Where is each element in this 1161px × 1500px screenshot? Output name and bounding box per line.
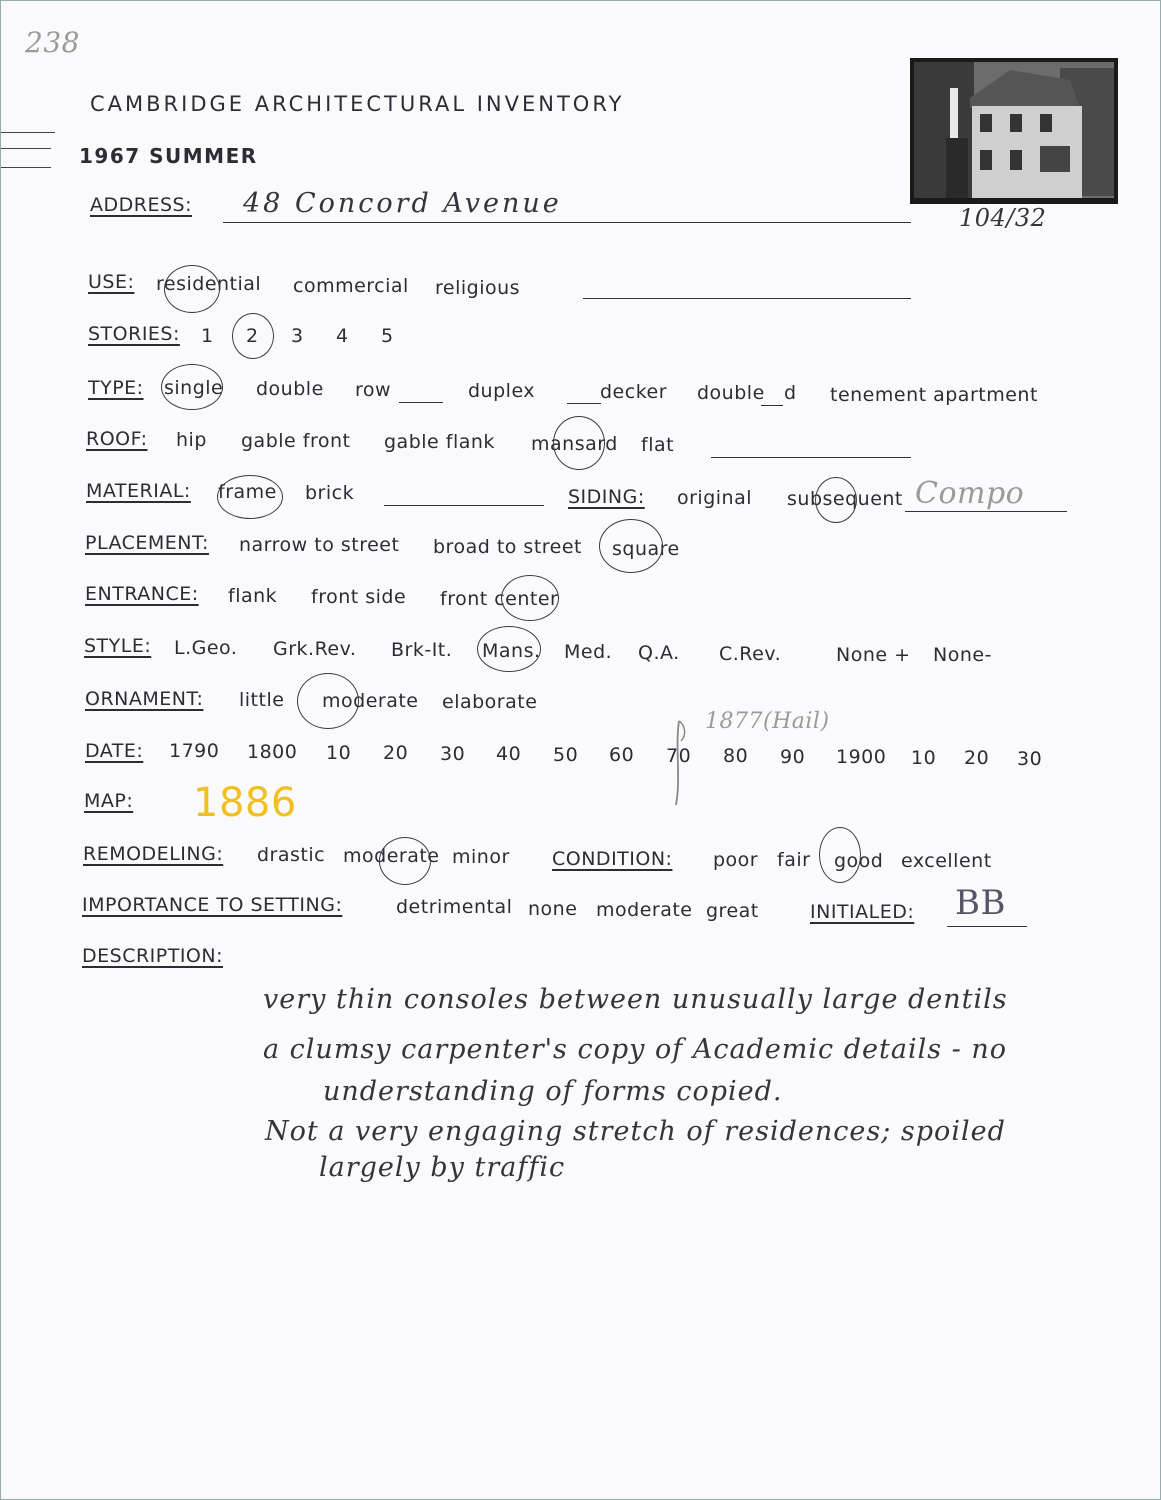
remodeling-option-moderate[interactable]: moderate <box>343 845 440 867</box>
description-line-3: understanding of forms copied. <box>323 1076 783 1107</box>
type-option-decker[interactable]: decker <box>600 381 668 403</box>
roof-option-gable-flank[interactable]: gable flank <box>384 431 495 453</box>
type-double-blank <box>761 405 783 406</box>
stories-option-2[interactable]: 2 <box>246 325 259 347</box>
map-label: MAP: <box>84 790 134 812</box>
stories-option-4[interactable]: 4 <box>336 325 349 347</box>
entrance-option-front-center[interactable]: front center <box>440 588 559 610</box>
description-line-1: very thin consoles between unusually large dentils <box>263 984 1008 1015</box>
date-option-70[interactable]: 70 <box>666 745 692 767</box>
date-pencil-mark <box>661 717 701 807</box>
map-value: 1886 <box>193 780 297 826</box>
style-option-crev[interactable]: C.Rev. <box>719 643 782 665</box>
use-option-commercial[interactable]: commercial <box>293 275 409 297</box>
placement-option-square[interactable]: square <box>612 538 680 560</box>
date-option-1920[interactable]: 20 <box>964 747 990 769</box>
siding-line <box>905 511 1067 512</box>
date-option-80[interactable]: 80 <box>723 745 749 767</box>
margin-mark <box>1 167 51 168</box>
form-title: CAMBRIDGE ARCHITECTURAL INVENTORY <box>90 92 625 116</box>
type-option-single[interactable]: single <box>164 377 224 399</box>
date-label: DATE: <box>85 740 144 762</box>
siding-option-original[interactable]: original <box>677 487 753 509</box>
roof-label: ROOF: <box>86 428 148 450</box>
type-option-double[interactable]: double <box>256 378 324 400</box>
ornament-option-little[interactable]: little <box>239 689 285 711</box>
stories-option-3[interactable]: 3 <box>291 325 304 347</box>
house-photo <box>910 58 1118 204</box>
style-label: STYLE: <box>84 635 152 657</box>
remodeling-option-minor[interactable]: minor <box>452 846 510 868</box>
date-option-90[interactable]: 90 <box>780 746 806 768</box>
description-line-4: Not a very engaging stretch of residences; spoiled <box>265 1116 1006 1147</box>
condition-option-excellent[interactable]: excellent <box>901 850 992 872</box>
placement-option-broad[interactable]: broad to street <box>433 536 583 558</box>
placement-label: PLACEMENT: <box>85 532 209 554</box>
style-option-qa[interactable]: Q.A. <box>638 642 680 664</box>
description-line-5: largely by traffic <box>319 1152 566 1183</box>
address-ref: 104/32 <box>959 204 1047 232</box>
style-option-none-plus[interactable]: None + <box>836 644 911 666</box>
stories-option-1[interactable]: 1 <box>201 325 214 347</box>
importance-option-detrimental[interactable]: detrimental <box>396 896 513 918</box>
style-option-lgeo[interactable]: L.Geo. <box>174 637 238 659</box>
material-other-line <box>384 505 544 506</box>
stories-label: STORIES: <box>88 323 180 345</box>
material-option-brick[interactable]: brick <box>305 482 355 504</box>
type-option-row[interactable]: row <box>355 379 392 401</box>
date-option-10[interactable]: 10 <box>326 742 352 764</box>
importance-option-great[interactable]: great <box>706 900 759 922</box>
date-option-20[interactable]: 20 <box>383 742 409 764</box>
date-option-50[interactable]: 50 <box>553 744 579 766</box>
address-label: ADDRESS: <box>90 194 192 216</box>
margin-mark <box>1 148 51 149</box>
date-option-40[interactable]: 40 <box>496 743 522 765</box>
condition-option-fair[interactable]: fair <box>777 849 811 871</box>
margin-mark <box>1 132 55 133</box>
roof-option-hip[interactable]: hip <box>176 429 207 451</box>
ornament-option-moderate[interactable]: moderate <box>322 690 419 712</box>
importance-label: IMPORTANCE TO SETTING: <box>82 894 343 916</box>
date-option-1910[interactable]: 10 <box>911 747 937 769</box>
condition-option-poor[interactable]: poor <box>713 849 759 871</box>
style-option-brkit[interactable]: Brk-It. <box>391 639 453 661</box>
remodeling-option-drastic[interactable]: drastic <box>257 844 326 866</box>
ornament-option-elaborate[interactable]: elaborate <box>442 691 538 713</box>
roof-option-flat[interactable]: flat <box>641 434 675 456</box>
date-option-1800[interactable]: 1800 <box>247 741 298 763</box>
condition-label: CONDITION: <box>552 848 673 870</box>
type-row-blank <box>399 402 443 403</box>
stories-option-5[interactable]: 5 <box>381 325 394 347</box>
entrance-option-flank[interactable]: flank <box>228 585 278 607</box>
type-option-double-d[interactable]: double <box>697 382 765 404</box>
style-option-grkrev[interactable]: Grk.Rev. <box>273 638 357 660</box>
siding-option-subsequent[interactable]: subsequent <box>787 488 903 510</box>
style-option-med[interactable]: Med. <box>564 641 613 663</box>
type-decker-blank <box>567 403 601 404</box>
entrance-label: ENTRANCE: <box>85 583 199 605</box>
date-option-1790[interactable]: 1790 <box>169 740 220 762</box>
survey-label: 1967 SUMMER <box>79 144 258 168</box>
type-option-d[interactable]: d <box>784 382 797 404</box>
condition-option-good[interactable]: good <box>834 850 884 872</box>
use-option-religious[interactable]: religious <box>435 277 521 299</box>
date-note: 1877(Hail) <box>705 709 830 734</box>
roof-option-mansard[interactable]: mansard <box>531 433 618 455</box>
type-option-tenement-apartment[interactable]: tenement apartment <box>830 384 1038 406</box>
style-option-mans[interactable]: Mans. <box>482 640 541 662</box>
remodeling-label: REMODELING: <box>83 843 224 865</box>
description-label: DESCRIPTION: <box>82 945 224 967</box>
initialed-line <box>947 926 1027 927</box>
date-option-1930[interactable]: 30 <box>1017 748 1043 770</box>
siding-value: Compo <box>915 476 1025 511</box>
date-option-1900[interactable]: 1900 <box>836 746 887 768</box>
siding-label: SIDING: <box>568 486 645 508</box>
importance-option-none[interactable]: none <box>528 898 578 920</box>
address-value: 48 Concord Avenue <box>243 188 562 219</box>
type-option-duplex[interactable]: duplex <box>468 380 536 402</box>
date-option-60[interactable]: 60 <box>609 744 635 766</box>
use-option-residential[interactable]: residential <box>156 273 262 295</box>
importance-option-moderate[interactable]: moderate <box>596 899 693 921</box>
entrance-option-front-side[interactable]: front side <box>311 586 407 608</box>
use-label: USE: <box>88 271 135 293</box>
ornament-label: ORNAMENT: <box>85 688 204 710</box>
style-option-none-minus[interactable]: None- <box>933 644 992 666</box>
placement-option-narrow[interactable]: narrow to street <box>239 534 400 556</box>
description-line-2: a clumsy carpenter's copy of Academic details - no <box>263 1034 1008 1065</box>
roof-option-gable-front[interactable]: gable front <box>241 430 351 452</box>
initialed-label: INITIALED: <box>810 901 915 923</box>
roof-other-line <box>711 457 911 458</box>
address-line <box>223 222 911 223</box>
type-label: TYPE: <box>88 377 144 399</box>
initialed-value: BB <box>955 883 1006 923</box>
sheet-number: 238 <box>25 26 80 59</box>
use-other-line <box>583 298 911 299</box>
material-label: MATERIAL: <box>86 480 191 502</box>
date-option-30[interactable]: 30 <box>440 743 466 765</box>
material-option-frame[interactable]: frame <box>218 481 277 503</box>
